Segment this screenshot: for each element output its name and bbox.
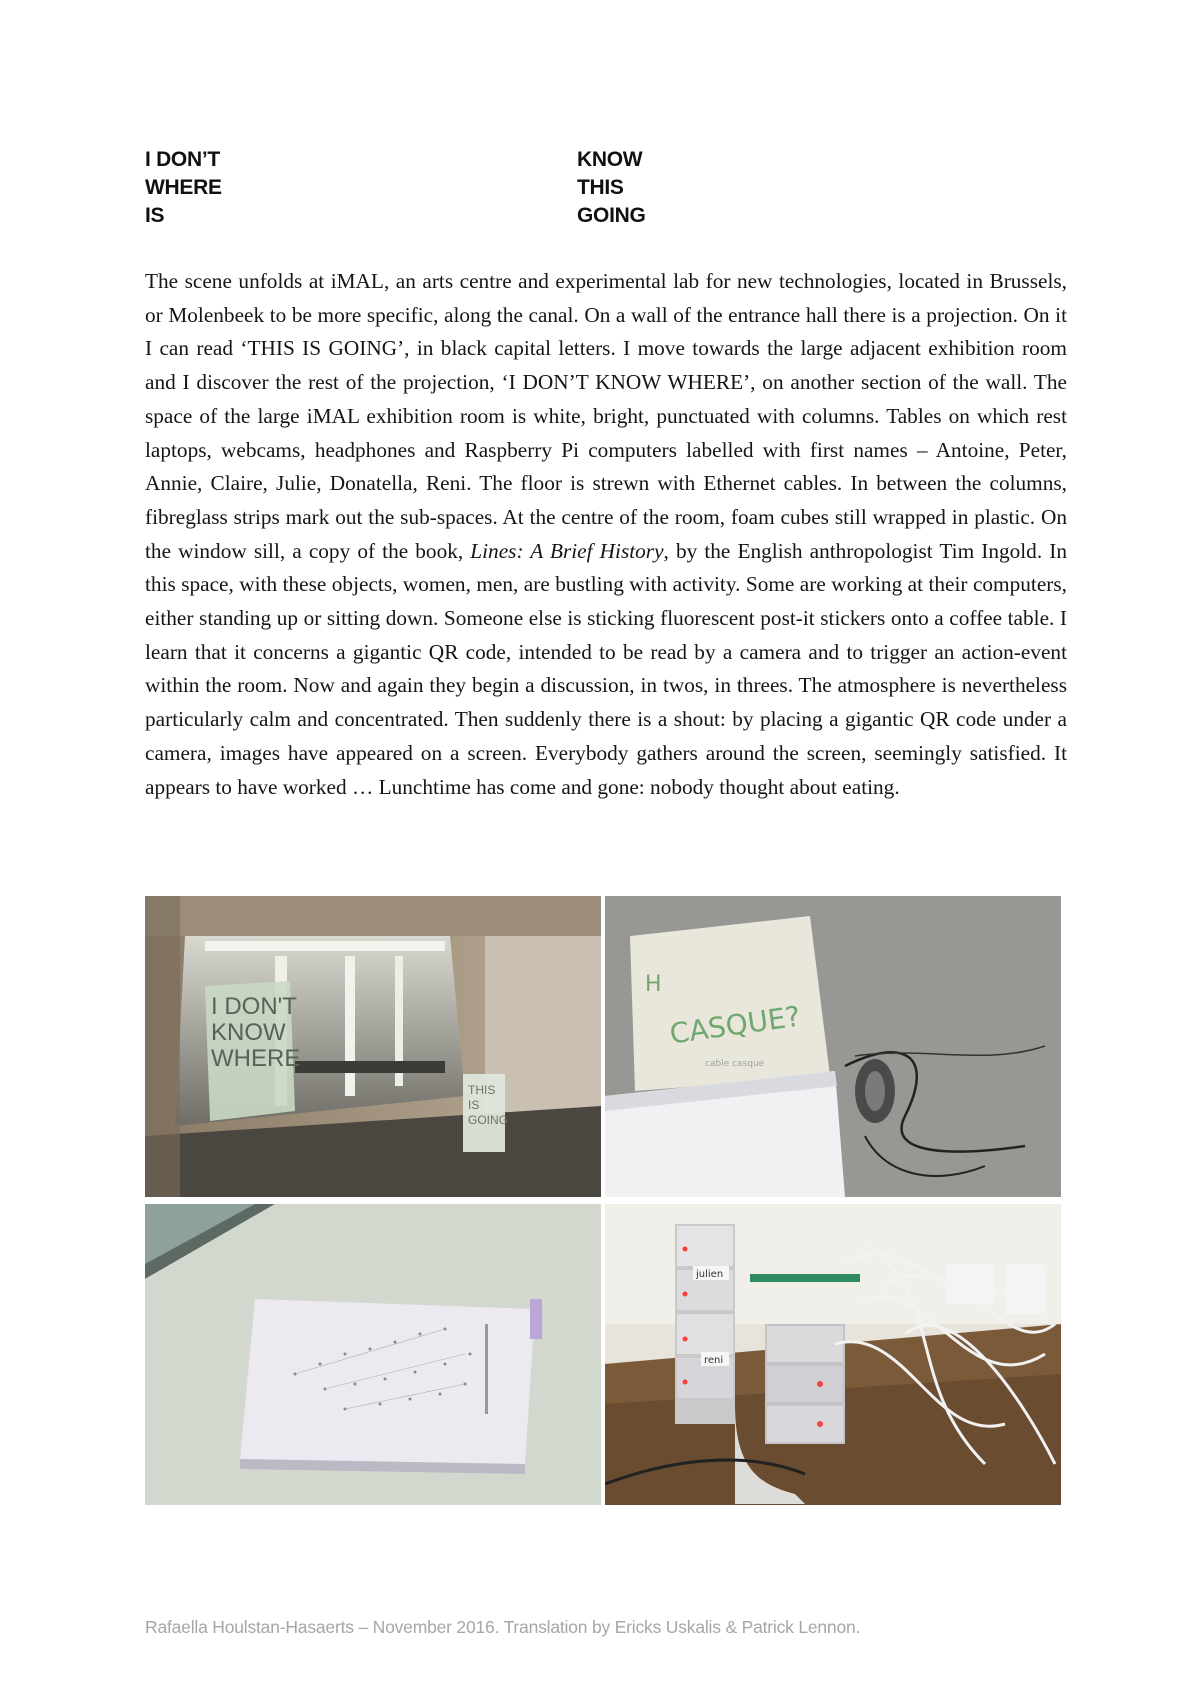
- title-word: THIS: [577, 176, 624, 199]
- title-word: WHERE: [145, 176, 222, 199]
- photo-raspberry-pi-stack: [605, 1204, 1061, 1505]
- title-word: KNOW: [577, 148, 643, 171]
- note-word: CASQUE?: [667, 999, 803, 1051]
- projection-text-line: KNOW: [211, 1019, 286, 1046]
- body-text-part: , by the English anthropologist Tim Ingold. In this space, with these objects, women, men, are bustling with activity. Some are working at their computers, either standing up or sitting down. Someone else is sticking fluorescent post-it stickers onto a coffee table. I learn that it concerns a gigantic QR code, intended to be read by a camera and to trigger an action-event within the room. Now and again they begin a discussion, in twos, in threes. The atmosphere is nevertheless particularly calm and concentrated. Then suddenly there is a shout: by placing a gigantic QR code under a camera, images have appeared on a screen. Everybody gathers around the screen, seemingly satisfied. It appears to have worked … Lunchtime has come and gone: nobody thought about eating.: [145, 538, 1067, 799]
- body-paragraph: [145, 265, 1067, 804]
- book-title: Lines: A Brief History: [470, 538, 664, 563]
- body-text-part: The scene unfolds at iMAL, an arts centre and experimental lab for new technologies, located in Brussels, or Molenbeek to be more specific, along the canal. On a wall of the entrance hall there is a projection. On it I can read ‘THIS IS GOING’, in black capital letters. I move towards the large adjacent exhibition room and I discover the rest of the projection, ‘I DON’T KNOW WHERE’, on another section of the wall. The space of the large iMAL exhibition room is white, bright, punctuated with columns. Tables on which rest laptops, webcams, headphones and Raspberry Pi computers labelled with first names – Antoine, Peter, Annie, Claire, Julie, Donatella, Reni. The floor is strewn with Ethernet cables. In between the columns, fibreglass strips mark out the sub-spaces. At the centre of the room, foam cubes still wrapped in plastic. On the window sill, a copy of the book,: [145, 269, 1067, 563]
- title-right-column: [577, 146, 646, 230]
- note-small-text: cable casque: [705, 1059, 765, 1069]
- projection-small-text: GOING: [468, 1113, 509, 1127]
- note-letter: H: [645, 972, 662, 997]
- projection-small-text: IS: [468, 1098, 480, 1112]
- pi-label: julien: [696, 1269, 724, 1280]
- footer-credits: Rafaella Houlstan-Hasaerts – November 2016. Translation by Ericks Uskalis & Patrick Lennon.: [145, 1617, 861, 1637]
- title-word: GOING: [577, 204, 646, 227]
- title-left-column: [145, 146, 222, 230]
- title-word: IS: [145, 204, 165, 227]
- pi-label: reni: [704, 1355, 724, 1366]
- photo-casque-note: [605, 896, 1061, 1197]
- photo-book-window-sill: [145, 1204, 601, 1505]
- title-word: I DON’T: [145, 148, 220, 171]
- projection-small-text: THIS: [468, 1083, 496, 1097]
- projection-text-line: WHERE: [211, 1045, 301, 1072]
- photo-projection-room: [145, 896, 601, 1197]
- projection-text-line: I DON'T: [211, 993, 297, 1020]
